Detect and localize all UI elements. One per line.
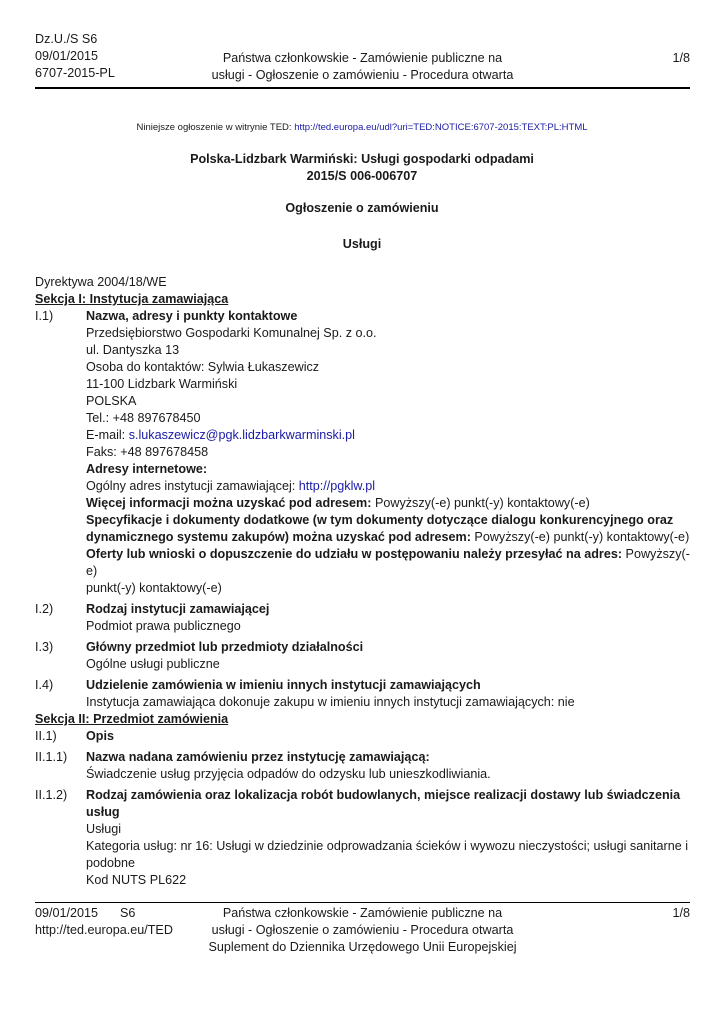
section-ii1 [35, 728, 690, 745]
header-title-line2: usługi - Ogłoszenie o zamówieniu - Procedura otwarta [211, 68, 514, 82]
header-title [185, 50, 540, 84]
item-number: II.1) [35, 729, 57, 743]
section-2-heading: Sekcja II: Przedmiot zamówienia [35, 712, 229, 726]
web-line [86, 478, 690, 495]
section-i1 [35, 308, 690, 597]
footer-date: 09/01/2015 [35, 906, 99, 920]
item-number: I.4) [35, 678, 54, 692]
item-heading: Nazwa nadana zamówieniu przez instytucję zamawiającą: [86, 750, 430, 764]
street: ul. Dantyszka 13 [86, 343, 180, 357]
contact-person: Osoba do kontaktów: Sylwia Łukaszewicz [86, 360, 320, 374]
fax: Faks: +48 897678458 [86, 445, 209, 459]
section-ii12 [35, 787, 690, 889]
document-category: Usługi [342, 237, 382, 251]
section-1-heading: Sekcja I: Instytucja zamawiająca [35, 292, 229, 306]
section-i3 [35, 639, 690, 673]
section-i4 [35, 677, 690, 711]
header-page-number: 1/8 [672, 51, 690, 65]
header-date: 09/01/2015 [35, 49, 99, 63]
email-line [86, 427, 690, 444]
item-heading: Opis [86, 729, 114, 743]
service-category-line2: podobne [86, 856, 136, 870]
item-heading: Nazwa, adresy i punkty kontaktowe [86, 309, 298, 323]
footer-series: S6 [120, 906, 136, 920]
offers-label: Oferty lub wnioski o dopuszczenie do udziału w postępowaniu należy przesyłać na adres: [86, 547, 623, 561]
page-footer [35, 902, 690, 963]
document-type: Ogłoszenie o zamówieniu [285, 201, 439, 215]
footer-left [35, 905, 173, 939]
item-number: I.3) [35, 640, 54, 654]
more-info-value: Powyższy(-e) punkt(-y) kontaktowy(-e) [371, 496, 590, 510]
spec-value: Powyższy(-e) punkt(-y) kontaktowy(-e) [470, 530, 690, 544]
more-info [86, 495, 690, 512]
item-heading: Udzielenie zamówienia w imieniu innych instytucji zamawiających [86, 678, 481, 692]
header-ref: 6707-2015-PL [35, 66, 115, 80]
item-heading: Główny przedmiot lub przedmioty działalności [86, 640, 364, 654]
header-journal: Dz.U./S S6 [35, 32, 98, 46]
directive: Dyrektywa 2004/18/WE [35, 275, 167, 289]
notice-url-link[interactable]: http://ted.europa.eu/udl?uri=TED:NOTICE:6707-2015:TEXT:PL:HTML [294, 122, 588, 133]
ted-notice [0, 122, 724, 133]
offers-line1 [86, 546, 690, 580]
service-category-line1: Kategoria usług: nr 16: Usługi w dziedzinie odprowadzania ścieków i wywozu nieczystości; usługi sanitarne i [86, 839, 689, 853]
country: POLSKA [86, 394, 137, 408]
header-title-line1: Państwa członkowskie - Zamówienie publiczne na [222, 51, 503, 65]
email-label: E-mail: [86, 428, 129, 442]
footer-page-number: 1/8 [672, 906, 690, 920]
org-name: Przedsiębiorstwo Gospodarki Komunalnej Sp. z o.o. [86, 326, 377, 340]
footer-center [185, 905, 540, 956]
section-ii11 [35, 749, 690, 783]
page-header [35, 31, 690, 89]
web-label: Ogólny adres instytucji zamawiającej: [86, 479, 299, 493]
footer-date-line [35, 905, 173, 922]
item-number: II.1.2) [35, 788, 68, 802]
notice-prefix: Niniejsze ogłoszenie w witrynie TED: [136, 122, 295, 133]
item-value: Podmiot prawa publicznego [86, 619, 241, 633]
section-i2 [35, 601, 690, 635]
web-heading: Adresy internetowe: [86, 462, 208, 476]
more-info-label: Więcej informacji można uzyskać pod adresem: [86, 496, 372, 510]
footer-line1: Państwa członkowskie - Zamówienie publiczne na [222, 906, 503, 920]
item-number: I.2) [35, 602, 54, 616]
item-heading-line1: Rodzaj zamówienia oraz lokalizacja robót budowlanych, miejsce realizacji dostawy lub świadczenia [86, 788, 681, 802]
document-body [35, 274, 690, 889]
spec-label-line1: Specyfikacje i dokumenty dodatkowe (w tym dokumenty dotyczące dialogu konkurencyjnego oraz [86, 513, 674, 527]
item-number: II.1.1) [35, 750, 68, 764]
document-title [0, 151, 724, 185]
offers-value-1: Powyższy(-e) [86, 547, 690, 578]
spec-line2 [86, 529, 690, 546]
item-heading: Rodzaj instytucji zamawiającej [86, 602, 270, 616]
document-number: 2015/S 006-006707 [306, 169, 418, 183]
footer-line3: Suplement do Dziennika Urzędowego Unii Europejskiej [208, 940, 517, 954]
item-value: Instytucja zamawiająca dokonuje zakupu w imieniu innych instytucji zamawiających: nie [86, 695, 575, 709]
item-heading-line2: usług [86, 805, 120, 819]
item-value: Ogólne usługi publiczne [86, 657, 220, 671]
spec-label-line2: dynamicznego systemu zakupów) można uzyskać pod adresem: [86, 530, 471, 544]
contract-type: Usługi [86, 822, 121, 836]
city: 11-100 Lidzbark Warmiński [86, 377, 238, 391]
footer-line2: usługi - Ogłoszenie o zamówieniu - Procedura otwarta [211, 923, 514, 937]
item-number: I.1) [35, 309, 54, 323]
nuts-code: Kod NUTS PL622 [86, 873, 187, 887]
offers-line2: punkt(-y) kontaktowy(-e) [86, 581, 222, 595]
web-link[interactable]: http://pgklw.pl [298, 479, 376, 493]
item-value: Świadczenie usług przyjęcia odpadów do odzysku lub unieszkodliwiania. [86, 767, 491, 781]
email-link[interactable]: s.lukaszewicz@pgk.lidzbarkwarminski.pl [128, 428, 355, 442]
header-left [35, 31, 115, 82]
document-title-text: Polska-Lidzbark Warmiński: Usługi gospodarki odpadami [190, 152, 534, 166]
footer-url: http://ted.europa.eu/TED [35, 923, 173, 937]
phone: Tel.: +48 897678450 [86, 411, 201, 425]
